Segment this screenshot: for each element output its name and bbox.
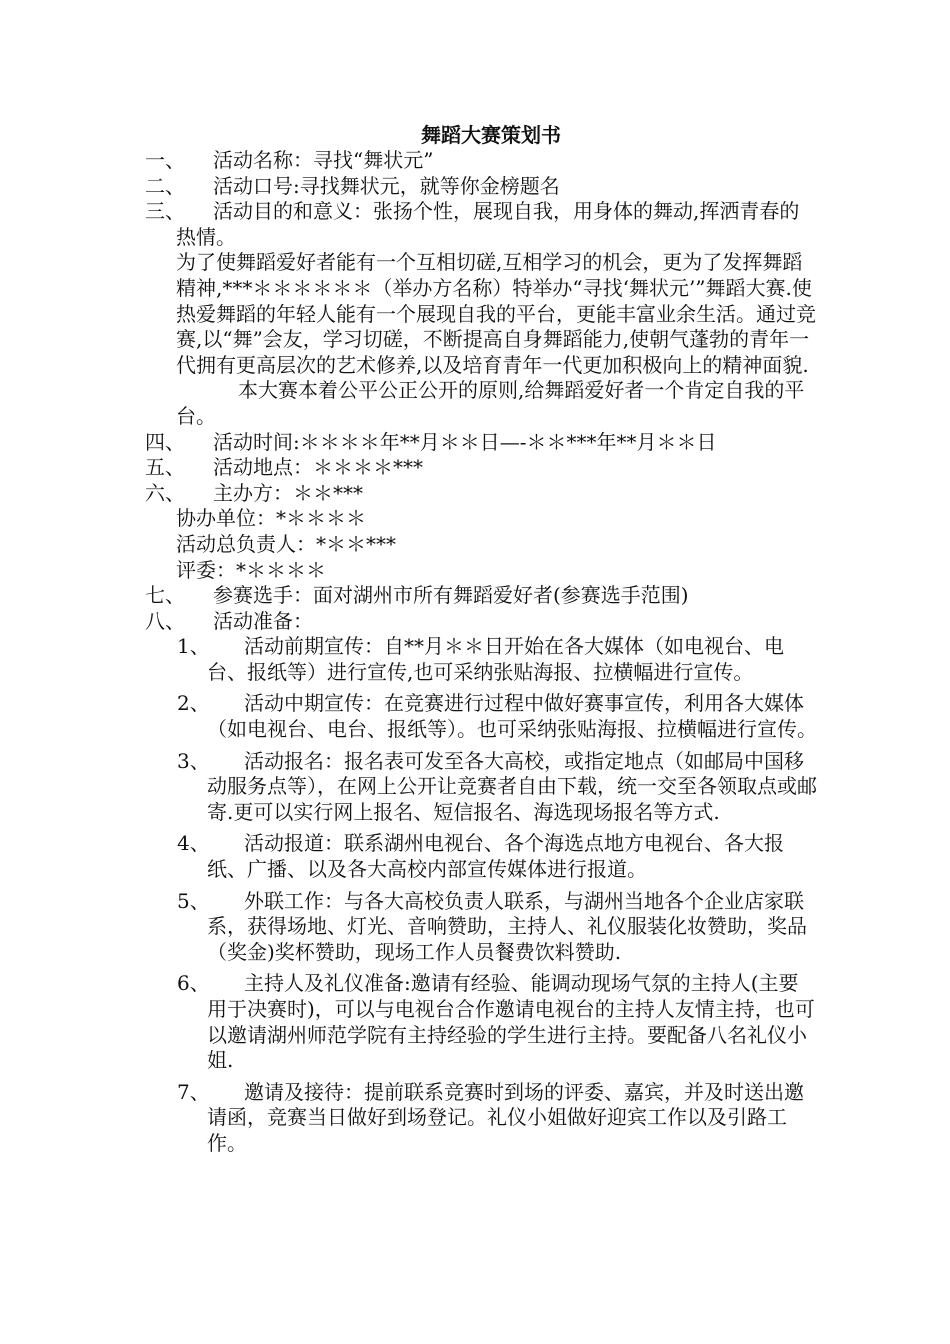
item-text: 活动前期宣传：自**月＊＊日开始在各大媒体（如电视台、电台、报纸等）进行宣传,也可采纳张贴海报、拉横幅进行宣传。 <box>207 634 784 684</box>
document-body <box>145 122 817 1157</box>
section-number: 五、 <box>145 455 185 480</box>
item-text: 邀请及接待：提前联系竞赛时到场的评委、嘉宾，并及时送出邀请函，竞赛当日做好到场登记。礼仪小姐做好迎宾工作以及引路工作。 <box>207 1079 804 1155</box>
co-organizer-line: 协办单位：*＊＊＊＊ <box>176 506 366 531</box>
section-2 <box>145 174 817 200</box>
item-text: 外联工作：与各大高校负责人联系，与湖州当地各个企业店家联系，获得场地、灯光、音响赞助，主持人、礼仪服装化妆赞助，奖品（奖金)奖杯赞助，现场工作人员餐费饮料赞助. <box>207 888 807 964</box>
section-6 <box>145 481 817 507</box>
preparation-item <box>145 971 817 1073</box>
item-number: 3、 <box>177 748 210 773</box>
item-text: 主持人及礼仪准备:邀请有经验、能调动现场气氛的主持人(主要用于决赛时)，可以与电视台合作邀请电视台的主持人友情主持，也可以邀请湖州师范学院有主持经验的学生进行主持。要配备八名礼仪小姐. <box>207 971 815 1073</box>
preparation-list <box>145 634 817 1156</box>
item-number: 5、 <box>177 888 210 913</box>
preparation-item <box>145 889 817 966</box>
section-number: 七、 <box>145 583 185 608</box>
item-number: 4、 <box>177 831 210 856</box>
purpose-paragraph: 为了使舞蹈爱好者能有一个互相切磋,互相学习的机会，更为了发挥舞蹈精神,***＊＊＊＊＊＊（举办方名称）特举办“寻找‘舞状元’”舞蹈大赛.使热爱舞蹈的年轻人能有一个展现自我的平台，更能丰富业余生活。通过竞赛,以“舞”会友，学习切磋，不断提高自身舞蹈能力,使朝气蓬勃的青年一代拥有更高层次的艺术修养,以及培育青年一代更加积极向上的精神面貌. <box>176 250 816 377</box>
document-title: 舞蹈大赛策划书 <box>421 123 561 147</box>
item-number: 6、 <box>177 971 210 996</box>
section-number: 六、 <box>145 480 185 505</box>
section-text: 活动名称：寻找“舞状元” <box>213 148 434 172</box>
item-number: 7、 <box>177 1079 210 1104</box>
preparation-item <box>145 634 817 685</box>
section-text: 活动准备： <box>213 608 313 633</box>
preparation-item <box>145 749 817 826</box>
section-5 <box>145 455 817 481</box>
section-7 <box>145 583 817 609</box>
section-3 <box>145 199 817 250</box>
item-number: 1、 <box>177 634 210 659</box>
section-text: 参赛选手：面对湖州市所有舞蹈爱好者(参赛选手范围) <box>213 583 689 608</box>
section-text: 活动地点：＊＊＊＊*** <box>213 455 423 480</box>
item-text: 活动报道：联系湖州电视台、各个海选点地方电视台、各大报纸、广播、以及各大高校内部宣传媒体进行报道。 <box>207 831 784 882</box>
preparation-item <box>145 831 817 882</box>
section-number: 八、 <box>145 608 185 633</box>
section-1 <box>145 148 817 174</box>
preparation-item <box>145 1080 817 1157</box>
section-8 <box>145 609 817 635</box>
section-text: 活动目的和意义：张扬个性，展现自我，用身体的舞动,挥洒青春的热情。 <box>176 199 800 249</box>
section-number: 四、 <box>145 429 185 454</box>
fairness-paragraph: 本大赛本着公平公正公开的原则,给舞蹈爱好者一个肯定自我的平台。 <box>176 378 805 428</box>
item-number: 2、 <box>177 691 210 716</box>
preparation-item <box>145 691 817 742</box>
section-text: 主办方：＊＊*** <box>213 480 363 505</box>
section-4 <box>145 430 817 456</box>
section-number: 二、 <box>145 173 185 198</box>
section-text: 活动口号:寻找舞状元，就等你金榜题名 <box>213 173 560 198</box>
chief-responsible-line: 活动总负责人：*＊＊*** <box>176 531 396 556</box>
item-text: 活动报名：报名表可发至各大高校，或指定地点（如邮局中国移动服务点等），在网上公开让竞赛者自由下载，统一交至各领取点或邮寄.更可以实行网上报名、短信报名、海选现场报名等方式. <box>207 748 817 824</box>
section-number: 一、 <box>145 148 185 172</box>
section-text: 活动时间:＊＊＊＊年**月＊＊日—-＊＊***年**月＊＊日 <box>213 429 717 454</box>
item-text: 活动中期宣传：在竞赛进行过程中做好赛事宣传，利用各大媒体（如电视台、电台、报纸等）。也可采纳张贴海报、拉横幅进行宣传。 <box>207 691 817 742</box>
section-number: 三、 <box>145 199 185 224</box>
judges-line: 评委：*＊＊＊＊ <box>176 557 326 582</box>
